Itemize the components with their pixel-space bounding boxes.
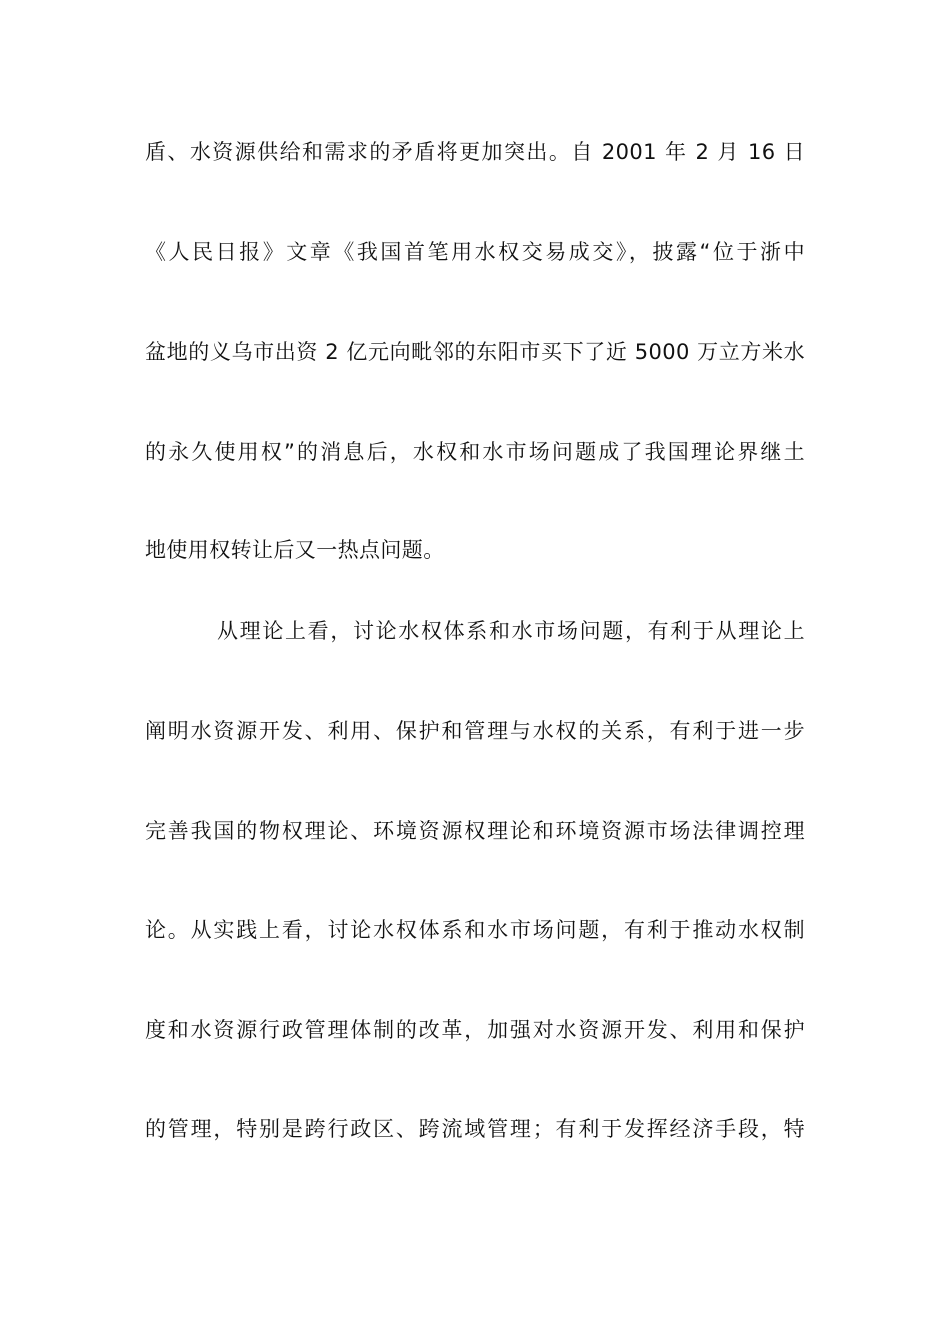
text-line-1: 盾、水资源供给和需求的矛盾将更加突出。自 2001 年 2 月 16 日 bbox=[145, 140, 805, 164]
text-line-4: 的永久使用权”的消息后，水权和水市场问题成了我国理论界继土 bbox=[145, 440, 805, 464]
text-line-5: 地使用权转让后又一热点问题。 bbox=[145, 538, 445, 562]
text-line-11: 的管理，特别是跨行政区、跨流域管理；有利于发挥经济手段，特 bbox=[145, 1117, 805, 1141]
text-line-2: 《人民日报》文章《我国首笔用水权交易成交》，披露“位于浙中 bbox=[145, 240, 805, 264]
text-line-9: 论。从实践上看，讨论水权体系和水市场问题，有利于推动水权制 bbox=[145, 918, 805, 942]
text-line-7: 阐明水资源开发、利用、保护和管理与水权的关系，有利于进一步 bbox=[145, 719, 805, 743]
text-line-3: 盆地的义乌市出资 2 亿元向毗邻的东阳市买下了近 5000 万立方米水 bbox=[145, 340, 805, 364]
text-line-10: 度和水资源行政管理体制的改革，加强对水资源开发、利用和保护 bbox=[145, 1018, 805, 1042]
text-line-6: 从理论上看，讨论水权体系和水市场问题，有利于从理论上 bbox=[217, 619, 805, 643]
text-line-8: 完善我国的物权理论、环境资源权理论和环境资源市场法律调控理 bbox=[145, 819, 805, 843]
